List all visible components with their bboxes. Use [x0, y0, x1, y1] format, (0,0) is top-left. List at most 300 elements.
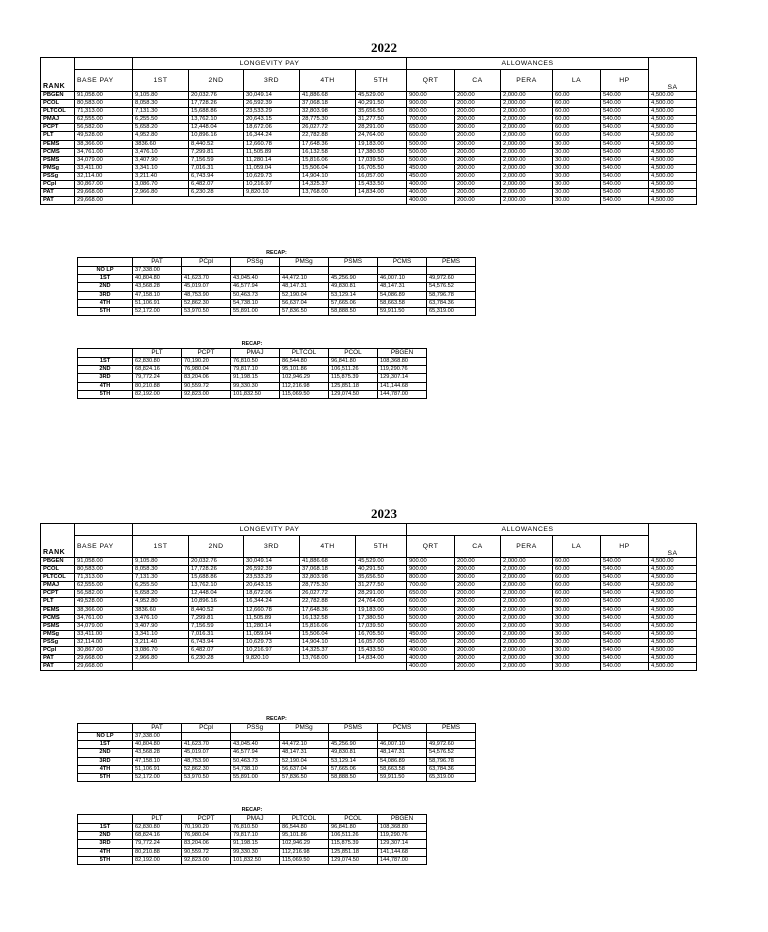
value-cell: 51,106.91	[133, 765, 182, 773]
rank-cell: PLT	[41, 132, 75, 140]
row-label: 2ND	[78, 749, 133, 757]
value-cell: 5,658.20	[133, 124, 189, 132]
value-cell: 82,192.00	[133, 390, 182, 398]
value-cell: 58,796.78	[427, 291, 476, 299]
spacer-cell	[75, 524, 133, 536]
column-header: 4TH	[300, 536, 356, 558]
value-cell: 80,210.88	[133, 848, 182, 856]
value-cell: 2,000.00	[501, 197, 553, 205]
value-cell: 79,817.10	[231, 832, 280, 840]
value-cell: 79,817.10	[231, 366, 280, 374]
column-header: LA	[553, 70, 601, 92]
value-cell: 30.00	[553, 622, 601, 630]
value-cell: 500.00	[407, 148, 455, 156]
value-cell: 540.00	[601, 558, 649, 566]
row-label: 5TH	[78, 856, 133, 864]
value-cell: 83,204.06	[182, 374, 231, 382]
recap-column-header: PMAJ	[231, 815, 280, 824]
value-cell: 17,648.36	[300, 606, 356, 614]
value-cell: 11,059.04	[244, 630, 300, 638]
value-cell: 8,058.30	[133, 566, 189, 574]
value-cell: 200.00	[455, 116, 501, 124]
table-row	[41, 638, 697, 646]
value-cell: 45,529.00	[356, 558, 407, 566]
value-cell: 3,407.90	[133, 156, 189, 164]
value-cell: 63,784.36	[427, 765, 476, 773]
value-cell: 400.00	[407, 647, 455, 655]
value-cell: 129,074.50	[329, 390, 378, 398]
value-cell: 650.00	[407, 124, 455, 132]
value-cell: 500.00	[407, 140, 455, 148]
value-cell: 12,660.78	[244, 140, 300, 148]
value-cell: 9,820.10	[244, 655, 300, 663]
value-cell: 34,079.00	[75, 156, 133, 164]
value-cell: 19,183.00	[356, 606, 407, 614]
value-cell: 125,851.18	[329, 382, 378, 390]
column-header: 5TH	[356, 536, 407, 558]
value-cell: 129,074.50	[329, 856, 378, 864]
value-cell: 200.00	[455, 638, 501, 646]
value-cell: 65,319.00	[427, 774, 476, 782]
value-cell: 40,804.80	[133, 275, 182, 283]
value-cell: 13,762.10	[189, 582, 244, 590]
rank-header: RANK	[41, 58, 75, 92]
value-cell: 11,505.89	[244, 614, 300, 622]
value-cell: 2,000.00	[501, 663, 553, 671]
column-header: CA	[455, 536, 501, 558]
value-cell: 14,325.37	[300, 181, 356, 189]
value-cell: 2,000.00	[501, 630, 553, 638]
value-cell: 53,129.14	[329, 291, 378, 299]
value-cell: 144,787.00	[378, 390, 427, 398]
value-cell: 15,688.86	[189, 574, 244, 582]
rank-cell: PCOL	[41, 100, 75, 108]
column-header: PERA	[501, 70, 553, 92]
value-cell: 4,500.00	[649, 638, 697, 646]
table-row	[78, 382, 427, 390]
column-header: 3RD	[244, 536, 300, 558]
value-cell: 14,904.10	[300, 638, 356, 646]
recap-column-header: PMSg	[280, 724, 329, 733]
value-cell: 8,440.52	[189, 606, 244, 614]
table-row	[78, 291, 476, 299]
value-cell: 119,290.76	[378, 832, 427, 840]
value-cell: 200.00	[455, 574, 501, 582]
value-cell: 900.00	[407, 566, 455, 574]
value-cell: 2,966.80	[133, 655, 189, 663]
value-cell: 540.00	[601, 189, 649, 197]
value-cell: 41,886.68	[300, 558, 356, 566]
value-cell: 900.00	[407, 558, 455, 566]
value-cell: 2,000.00	[501, 566, 553, 574]
value-cell: 83,204.06	[182, 840, 231, 848]
spacer-cell	[649, 58, 697, 70]
value-cell: 4,500.00	[649, 614, 697, 622]
value-cell: 50,463.73	[231, 757, 280, 765]
value-cell: 4,500.00	[649, 197, 697, 205]
value-cell: 24,764.00	[356, 598, 407, 606]
value-cell: 11,280.14	[244, 622, 300, 630]
table-row	[41, 663, 697, 671]
value-cell: 4,500.00	[649, 140, 697, 148]
rank-cell: PMAJ	[41, 116, 75, 124]
value-cell: 3,476.10	[133, 148, 189, 156]
table-row	[78, 765, 476, 773]
value-cell: 102,946.29	[280, 840, 329, 848]
column-header: SA	[649, 536, 697, 558]
value-cell: 4,500.00	[649, 164, 697, 172]
table-row	[41, 100, 697, 108]
value-cell: 200.00	[455, 598, 501, 606]
value-cell: 59,911.50	[378, 774, 427, 782]
value-cell: 540.00	[601, 116, 649, 124]
column-header: 2ND	[189, 70, 244, 92]
value-cell: 540.00	[601, 124, 649, 132]
value-cell: 200.00	[455, 622, 501, 630]
value-cell: 200.00	[455, 606, 501, 614]
value-cell: 102,946.29	[280, 374, 329, 382]
value-cell: 54,086.89	[378, 757, 427, 765]
value-cell: 45,256.90	[329, 741, 378, 749]
value-cell: 7,131.30	[133, 574, 189, 582]
value-cell: 45,019.07	[182, 283, 231, 291]
value-cell: 115,069.50	[280, 390, 329, 398]
year-heading: 2022	[371, 40, 397, 55]
table-row	[41, 164, 697, 172]
value-cell: 700.00	[407, 582, 455, 590]
recap-column-header: PAT	[133, 258, 182, 267]
table-row	[41, 622, 697, 630]
value-cell: 4,500.00	[649, 156, 697, 164]
year-heading: 2023	[371, 506, 397, 521]
value-cell: 2,000.00	[501, 647, 553, 655]
rank-cell: PAT	[41, 189, 75, 197]
value-cell: 37,068.18	[300, 100, 356, 108]
value-cell: 56,637.04	[280, 299, 329, 307]
corner-cell	[78, 724, 133, 733]
value-cell: 29,668.00	[75, 663, 133, 671]
value-cell: 12,660.78	[244, 606, 300, 614]
value-cell: 28,291.00	[356, 124, 407, 132]
value-cell: 48,147.31	[378, 749, 427, 757]
value-cell: 16,705.50	[356, 630, 407, 638]
value-cell: 30.00	[553, 156, 601, 164]
value-cell: 200.00	[455, 181, 501, 189]
value-cell: 37,338.00	[133, 267, 182, 275]
value-cell: 76,810.50	[231, 824, 280, 832]
value-cell: 540.00	[601, 647, 649, 655]
value-cell: 65,319.00	[427, 308, 476, 316]
value-cell: 2,000.00	[501, 614, 553, 622]
recap-column-header: PLT	[133, 349, 182, 358]
rank-cell: PCpl	[41, 181, 75, 189]
value-cell: 2,000.00	[501, 638, 553, 646]
value-cell: 60.00	[553, 108, 601, 116]
value-cell: 30.00	[553, 140, 601, 148]
value-cell: 22,782.88	[300, 132, 356, 140]
value-cell: 30.00	[553, 181, 601, 189]
value-cell: 4,500.00	[649, 148, 697, 156]
value-cell: 16,344.24	[244, 132, 300, 140]
value-cell: 10,216.97	[244, 647, 300, 655]
row-label: 2ND	[78, 283, 133, 291]
value-cell: 200.00	[455, 614, 501, 622]
table-row	[41, 156, 697, 164]
value-cell: 38,366.00	[75, 140, 133, 148]
value-cell: 540.00	[601, 172, 649, 180]
longevity-pay-header: LONGEVITY PAY	[133, 524, 407, 536]
table-row	[41, 92, 697, 100]
spacer-cell	[75, 58, 133, 70]
recap-column-header: PCpl	[182, 724, 231, 733]
value-cell: 7,156.59	[189, 622, 244, 630]
value-cell: 48,753.90	[182, 757, 231, 765]
value-cell: 13,768.00	[300, 189, 356, 197]
value-cell: 200.00	[455, 156, 501, 164]
recap-column-header: PCPT	[182, 815, 231, 824]
value-cell: 115,875.39	[329, 840, 378, 848]
value-cell: 4,500.00	[649, 108, 697, 116]
value-cell: 41,886.68	[300, 92, 356, 100]
value-cell: 30,867.00	[75, 647, 133, 655]
value-cell: 4,500.00	[649, 172, 697, 180]
value-cell: 200.00	[455, 164, 501, 172]
rank-cell: PCPT	[41, 124, 75, 132]
value-cell: 44,472.10	[280, 275, 329, 283]
recap-column-header: PCOL	[329, 349, 378, 358]
value-cell: 51,106.91	[133, 299, 182, 307]
value-cell: 10,629.73	[244, 172, 300, 180]
value-cell: 90,559.72	[182, 848, 231, 856]
recap-title: RECAP:	[241, 341, 263, 347]
recap-column-header: PCPT	[182, 349, 231, 358]
value-cell: 540.00	[601, 598, 649, 606]
value-cell: 4,500.00	[649, 663, 697, 671]
value-cell: 57,836.50	[280, 308, 329, 316]
column-header: CA	[455, 70, 501, 92]
value-cell: 40,291.50	[356, 566, 407, 574]
value-cell: 119,290.76	[378, 366, 427, 374]
value-cell: 91,058.00	[75, 558, 133, 566]
value-cell: 30.00	[553, 606, 601, 614]
value-cell: 4,500.00	[649, 622, 697, 630]
column-header: PERA	[501, 536, 553, 558]
recap-column-header: PSSg	[231, 724, 280, 733]
recap-column-header: PMAJ	[231, 349, 280, 358]
table-row	[41, 116, 697, 124]
value-cell: 2,000.00	[501, 655, 553, 663]
value-cell: 4,500.00	[649, 132, 697, 140]
value-cell: 10,896.16	[189, 132, 244, 140]
recap-title: RECAP:	[266, 716, 287, 722]
value-cell: 95,101.86	[280, 366, 329, 374]
value-cell: 4,500.00	[649, 100, 697, 108]
value-cell: 108,368.80	[378, 824, 427, 832]
table-row	[41, 148, 697, 156]
value-cell: 90,559.72	[182, 382, 231, 390]
value-cell: 48,753.90	[182, 291, 231, 299]
value-cell: 4,952.80	[133, 132, 189, 140]
value-cell: 29,668.00	[75, 189, 133, 197]
recap-column-header: PCpl	[182, 258, 231, 267]
value-cell: 450.00	[407, 630, 455, 638]
value-cell: 38,366.00	[75, 606, 133, 614]
value-cell: 200.00	[455, 558, 501, 566]
table-row	[41, 108, 697, 116]
value-cell: 141,144.68	[378, 382, 427, 390]
recap-column-header: PLTCOL	[280, 349, 329, 358]
value-cell: 49,528.00	[75, 598, 133, 606]
value-cell: 3,341.10	[133, 630, 189, 638]
value-cell: 6,482.07	[189, 647, 244, 655]
value-cell: 200.00	[455, 582, 501, 590]
value-cell: 4,500.00	[649, 590, 697, 598]
value-cell: 40,291.50	[356, 100, 407, 108]
value-cell: 30.00	[553, 647, 601, 655]
value-cell: 8,058.30	[133, 100, 189, 108]
value-cell: 2,000.00	[501, 124, 553, 132]
value-cell: 7,299.81	[189, 614, 244, 622]
pay-table	[40, 57, 697, 205]
value-cell: 2,000.00	[501, 140, 553, 148]
value-cell: 41,623.70	[182, 275, 231, 283]
rank-cell: PCPT	[41, 590, 75, 598]
row-label: 1ST	[78, 824, 133, 832]
value-cell: 17,039.50	[356, 156, 407, 164]
value-cell: 68,824.16	[133, 366, 182, 374]
table-row	[41, 614, 697, 622]
table-row	[41, 197, 697, 205]
value-cell: 200.00	[455, 663, 501, 671]
row-label: 3RD	[78, 840, 133, 848]
value-cell: 62,830.80	[133, 358, 182, 366]
value-cell: 52,190.04	[280, 757, 329, 765]
value-cell: 14,834.00	[356, 189, 407, 197]
value-cell: 49,830.81	[329, 749, 378, 757]
value-cell: 40,804.80	[133, 741, 182, 749]
table-row	[78, 267, 476, 275]
value-cell: 7,016.31	[189, 630, 244, 638]
table-row	[78, 757, 476, 765]
value-cell: 20,643.15	[244, 582, 300, 590]
table-row	[41, 124, 697, 132]
value-cell: 6,230.28	[189, 189, 244, 197]
column-header: QRT	[407, 70, 455, 92]
value-cell: 540.00	[601, 197, 649, 205]
value-cell: 800.00	[407, 108, 455, 116]
value-cell: 400.00	[407, 189, 455, 197]
value-cell: 30.00	[553, 663, 601, 671]
recap-column-header: PLTCOL	[280, 815, 329, 824]
empty-cell	[133, 663, 407, 671]
value-cell: 19,183.00	[356, 140, 407, 148]
value-cell: 2,000.00	[501, 189, 553, 197]
column-header: 1ST	[133, 70, 189, 92]
value-cell: 96,841.80	[329, 824, 378, 832]
rank-cell: PCOL	[41, 566, 75, 574]
table-row	[41, 140, 697, 148]
value-cell: 95,101.86	[280, 832, 329, 840]
value-cell	[231, 733, 280, 741]
value-cell: 500.00	[407, 156, 455, 164]
value-cell: 30.00	[553, 630, 601, 638]
rank-cell: PLTCOL	[41, 574, 75, 582]
value-cell: 540.00	[601, 164, 649, 172]
value-cell: 28,775.30	[300, 582, 356, 590]
value-cell: 34,079.00	[75, 622, 133, 630]
table-row	[78, 299, 476, 307]
value-cell: 9,820.10	[244, 189, 300, 197]
value-cell: 6,255.50	[133, 582, 189, 590]
value-cell: 91,198.15	[231, 374, 280, 382]
value-cell: 16,705.50	[356, 164, 407, 172]
value-cell: 32,114.00	[75, 172, 133, 180]
value-cell: 91,198.15	[231, 840, 280, 848]
rank-header: RANK	[41, 524, 75, 558]
value-cell: 6,482.07	[189, 181, 244, 189]
value-cell: 144,787.00	[378, 856, 427, 864]
column-header: SA	[649, 70, 697, 92]
value-cell: 10,629.73	[244, 638, 300, 646]
value-cell: 23,533.29	[244, 108, 300, 116]
value-cell: 30.00	[553, 655, 601, 663]
column-header: 5TH	[356, 70, 407, 92]
table-row	[78, 741, 476, 749]
rank-cell: PLTCOL	[41, 108, 75, 116]
value-cell: 540.00	[601, 156, 649, 164]
value-cell: 45,019.07	[182, 749, 231, 757]
value-cell	[182, 733, 231, 741]
value-cell	[329, 733, 378, 741]
value-cell: 112,216.98	[280, 382, 329, 390]
value-cell: 200.00	[455, 630, 501, 638]
value-cell: 22,782.88	[300, 598, 356, 606]
value-cell: 60.00	[553, 582, 601, 590]
value-cell: 115,069.50	[280, 856, 329, 864]
row-label: NO LP	[78, 267, 133, 275]
value-cell: 49,972.60	[427, 741, 476, 749]
rank-cell: PSMS	[41, 622, 75, 630]
value-cell: 500.00	[407, 622, 455, 630]
value-cell: 540.00	[601, 148, 649, 156]
value-cell: 4,500.00	[649, 189, 697, 197]
recap-title: RECAP:	[241, 807, 263, 813]
value-cell: 52,172.00	[133, 774, 182, 782]
value-cell: 99,330.30	[231, 382, 280, 390]
value-cell: 46,007.10	[378, 741, 427, 749]
value-cell: 76,980.04	[182, 832, 231, 840]
value-cell: 10,216.97	[244, 181, 300, 189]
value-cell: 20,643.15	[244, 116, 300, 124]
corner-cell	[78, 349, 133, 358]
base-pay-header: BASE PAY	[75, 536, 133, 558]
allowances-header: ALLOWANCES	[407, 524, 649, 536]
value-cell: 54,576.52	[427, 749, 476, 757]
recap-column-header: PAT	[133, 724, 182, 733]
value-cell: 34,761.00	[75, 148, 133, 156]
value-cell	[427, 733, 476, 741]
value-cell: 540.00	[601, 630, 649, 638]
rank-cell: PBGEN	[41, 92, 75, 100]
table-row	[78, 366, 427, 374]
row-label: 4TH	[78, 382, 133, 390]
value-cell: 76,810.50	[231, 358, 280, 366]
value-cell: 450.00	[407, 638, 455, 646]
value-cell	[280, 733, 329, 741]
value-cell: 4,952.80	[133, 598, 189, 606]
row-label: NO LP	[78, 733, 133, 741]
value-cell: 54,576.52	[427, 283, 476, 291]
